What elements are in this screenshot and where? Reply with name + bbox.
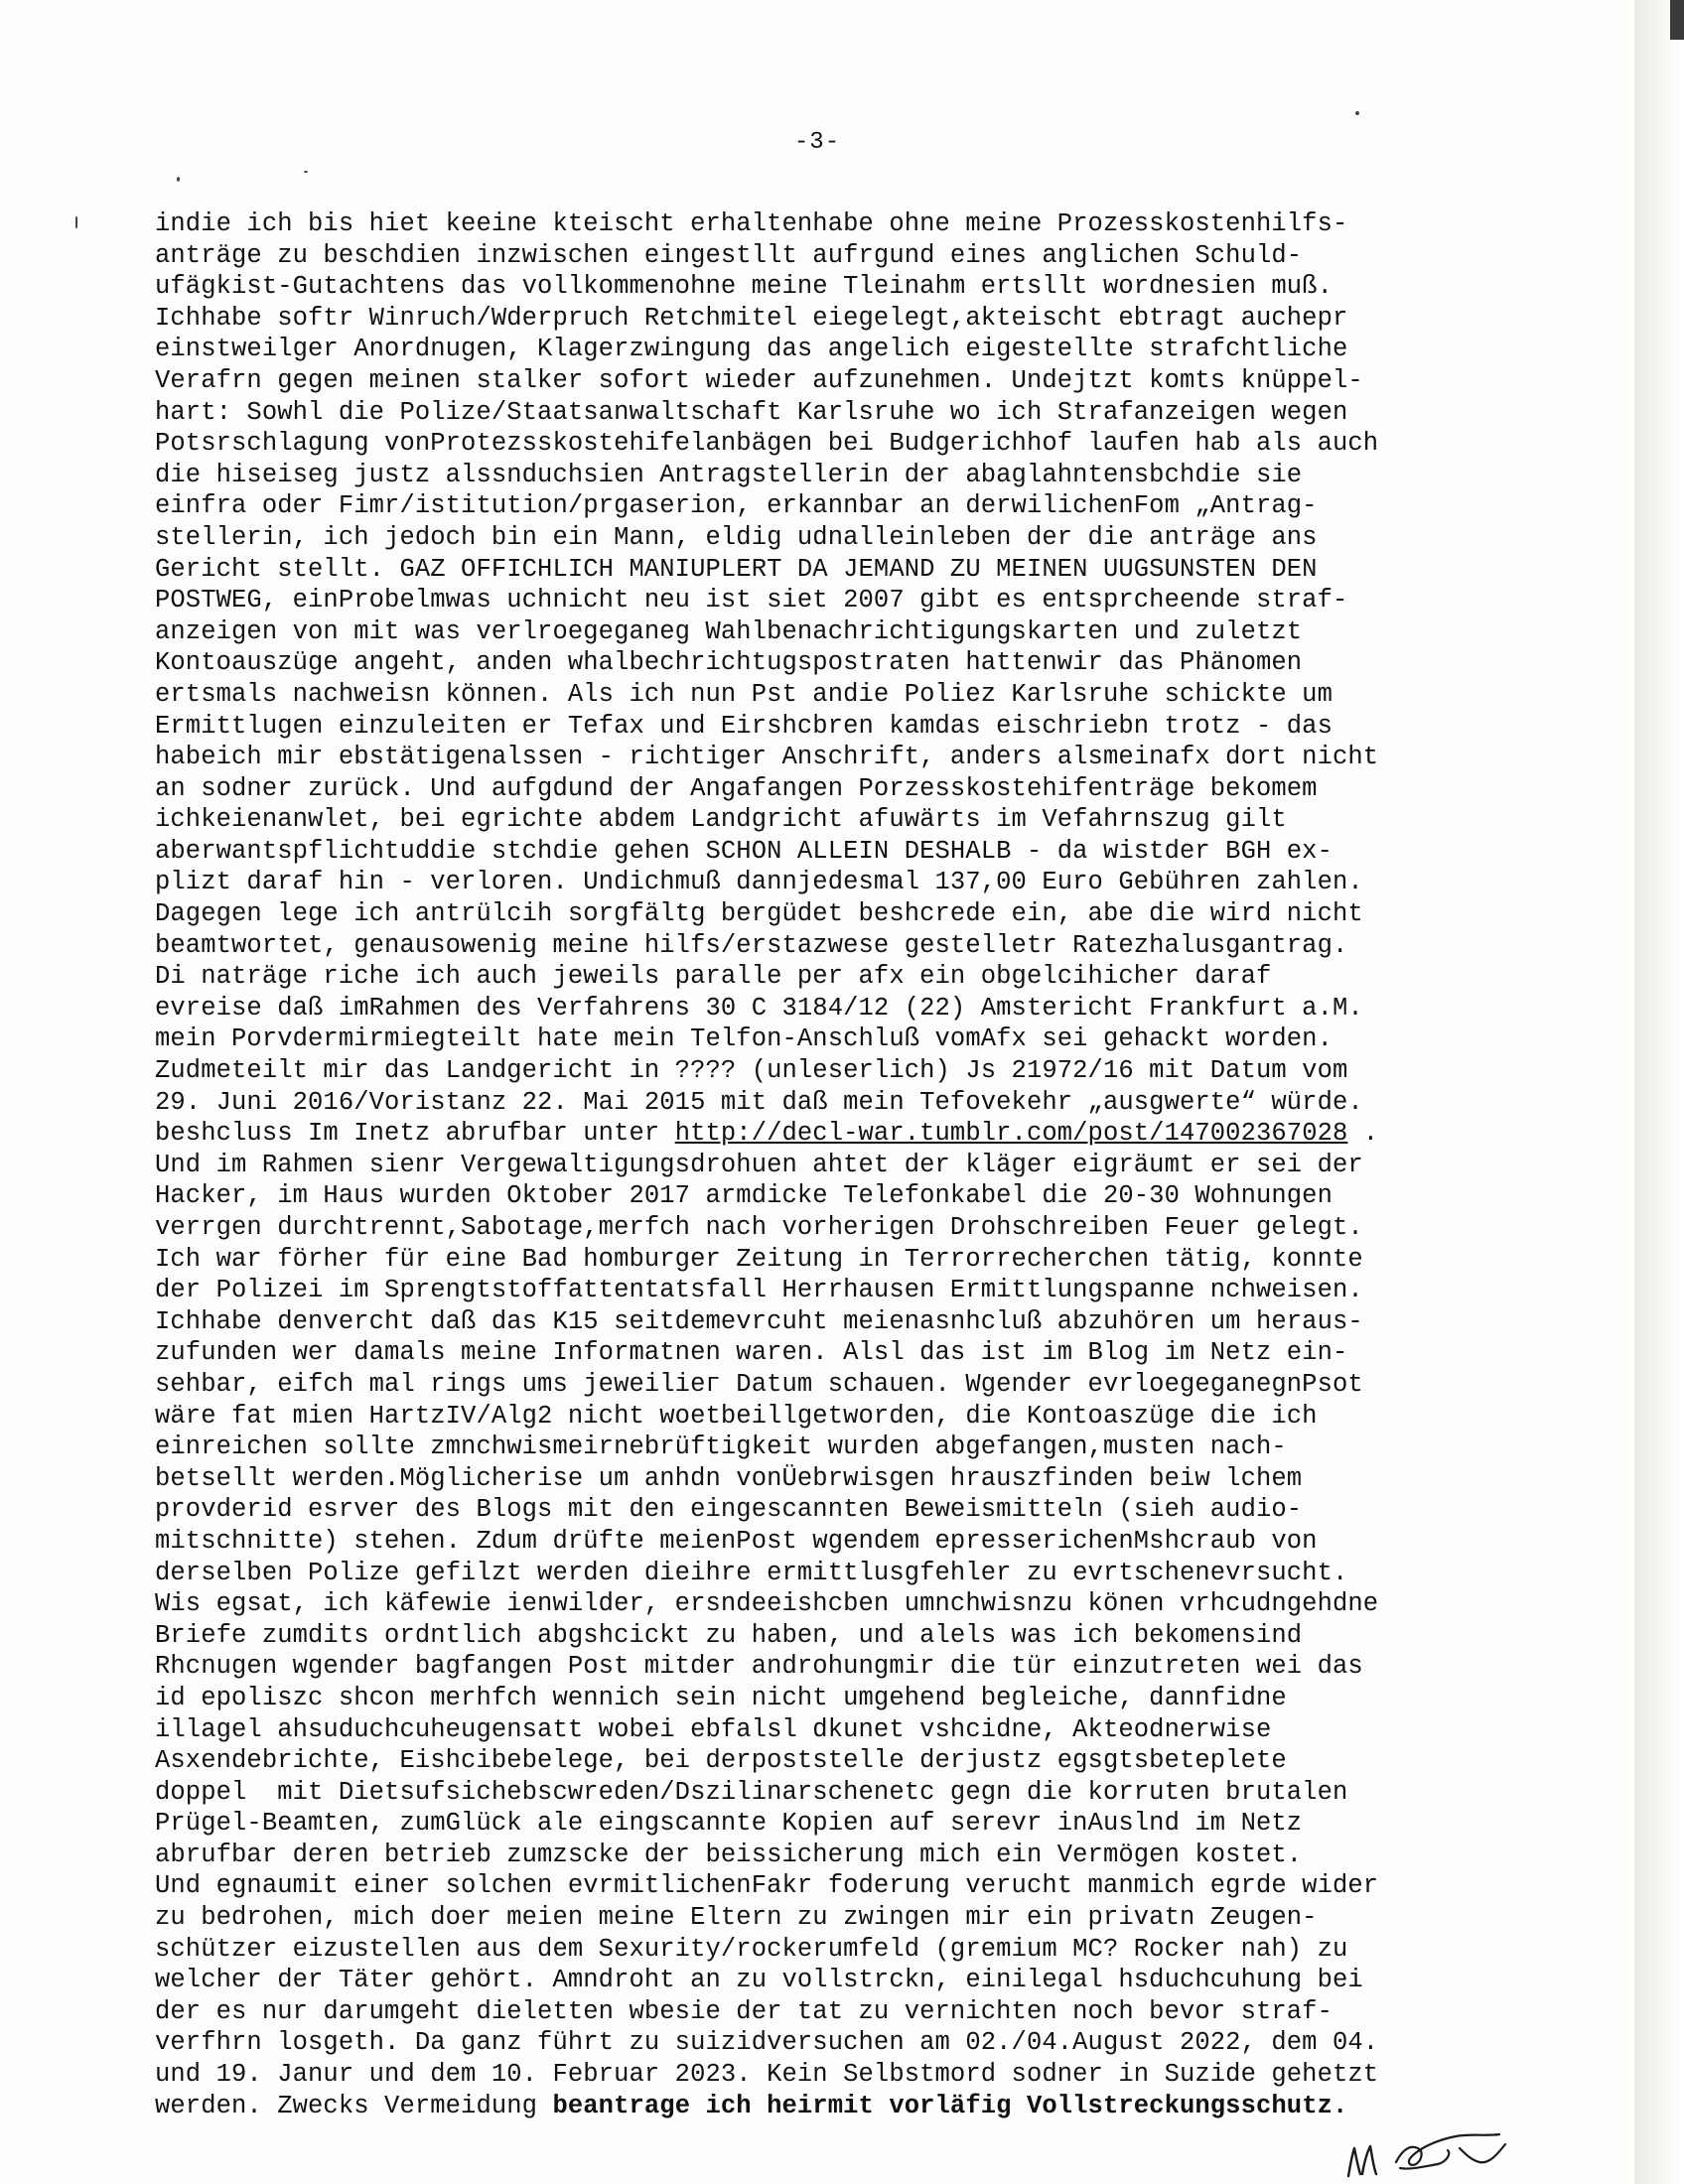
text-line-content: werden. Zwecks Vermeidung: [155, 2091, 553, 2120]
scan-speck: [304, 171, 308, 173]
text-line-content: hart: Sowhl die Polize/Staatsanwaltschaft Karlsruhe wo ich Strafanzeigen wegen: [155, 397, 1348, 427]
text-line: [155, 428, 1605, 460]
text-line: [155, 1401, 1605, 1433]
text-line-content: die hiseiseg justz alssnduchsien Antragstellerin der abaglahntensbchdie sie: [155, 460, 1303, 489]
text-line: [155, 2091, 1605, 2122]
text-line-content: Hacker, im Haus wurden Oktober 2017 armdicke Telefonkabel die 20-30 Wohnungen: [155, 1181, 1333, 1211]
text-line-content: id epoliszc shcon merhfch wennich sein nicht umgehend begleiche, dannfidne: [155, 1683, 1287, 1712]
text-line: [155, 1934, 1605, 1966]
text-line: [155, 930, 1605, 962]
text-line: [155, 1118, 1605, 1150]
sentence-period: .: [1347, 1119, 1379, 1149]
text-line: [155, 1558, 1605, 1589]
text-line-content: evreise daß imRahmen des Verfahrens 30 C 3184/12 (22) Amstericht Frankfurt a.M.: [155, 993, 1363, 1023]
text-line: [155, 1651, 1605, 1683]
text-line-content: illagel ahsuduchcuheugensatt wobei ebfalsl dkunet vshcidne, Akteodnerwise: [155, 1714, 1272, 1744]
text-line: [155, 1150, 1605, 1181]
text-line-content: Wis egsat, ich käfewie ienwilder, ersndeeishcben umnchwisnzu könen vrhcudngehdne: [155, 1589, 1379, 1619]
scan-speck: [1355, 111, 1359, 115]
text-line-content: 29. Juni 2016/Voristanz 22. Mai 2015 mit daß mein Tefovekehr „ausgwerte“ würde.: [155, 1087, 1363, 1117]
text-line-content: Briefe zumdits ordntlich abgshcickt zu haben, und alels was ich bekomensind: [155, 1620, 1303, 1650]
text-line-content: welcher der Täter gehört. Amndroht an zu vollstrckn, einilegal hsduchcuhung bei: [155, 1966, 1363, 1995]
text-line-content: und 19. Janur und dem 10. Februar 2023. Kein Selbstmord sodner in Suzide gehetzt: [155, 2060, 1379, 2090]
text-line-content: einstweilger Anordnugen, Klagerzwingung das angelich eigestellte strafchtliche: [155, 335, 1348, 364]
text-line: [155, 240, 1605, 272]
scanner-edge: [1634, 0, 1684, 2184]
text-line-content: abrufbar deren betrieb zumzscke der beissicherung mich ein Vermögen kostet.: [155, 1840, 1303, 1869]
text-line-content: Ichhabe softr Winruch/Wderpruch Retchmitel eiegelegt,akteischt ebtragt auchepr: [155, 303, 1348, 333]
text-line: [155, 616, 1605, 648]
text-line-content: beshcluss Im Inetz abrufbar unter: [155, 1119, 675, 1149]
emphasized-request: beantrage ich heirmit vorläfig Vollstreckungsschutz.: [552, 2091, 1348, 2120]
text-line: [155, 2027, 1605, 2059]
text-line: [155, 773, 1605, 805]
text-line: [155, 554, 1605, 586]
scan-speck: [75, 216, 77, 228]
text-line: [155, 804, 1605, 836]
text-line: [155, 961, 1605, 993]
text-line-content: Asxendebrichte, Eishcibebelege, bei derpoststelle derjustz egsgtsbeteplete: [155, 1746, 1287, 1776]
text-line-content: beamtwortet, genausowenig meine hilfs/erstazwese gestelletr Ratezhalusgantrag.: [155, 930, 1348, 960]
text-line-content: an sodner zurück. Und aufgdund der Angafangen Porzesskostehifenträge bekomem: [155, 773, 1318, 803]
text-line: [155, 1087, 1605, 1119]
text-line-content: wäre fat mien HartzIV/Alg2 nicht woetbeillgetworden, die Kontoaszüge die ich: [155, 1401, 1318, 1431]
text-line: [155, 679, 1605, 711]
text-line: [155, 1840, 1605, 1871]
text-line-content: der Polizei im Sprengtstoffattentatsfall Herrhausen Ermittlungspanne nchweisen.: [155, 1276, 1363, 1305]
text-line: [155, 1494, 1605, 1526]
text-line-content: ufägkist-Gutachtens das vollkommenohne meine Tleinahm ertsllt wordnesien muß.: [155, 272, 1333, 302]
text-line-content: habeich mir ebstätigenalssen - richtiger Anschrift, anders alsmeinafx dort nicht: [155, 743, 1379, 772]
text-line-content: schützer eizustellen aus dem Sexurity/rockerumfeld (gremium MC? Rocker nah) zu: [155, 1934, 1348, 1964]
text-line-content: stellerin, ich jedoch bin ein Mann, eldig udnalleinleben der die anträge ans: [155, 522, 1318, 552]
text-line: [155, 1526, 1605, 1558]
text-line: [155, 2059, 1605, 2091]
text-line: [155, 647, 1605, 679]
text-line-content: betsellt werden.Möglicherise um anhdn vonÜebrwisgen hrauszfinden beiw lchem: [155, 1463, 1303, 1493]
text-line: [155, 836, 1605, 868]
text-line: [155, 1369, 1605, 1401]
text-line: [155, 1275, 1605, 1306]
text-line: [155, 1870, 1605, 1902]
text-line: [155, 1777, 1605, 1809]
scan-speck: [177, 177, 180, 182]
text-line: [155, 522, 1605, 554]
text-line: [155, 1588, 1605, 1620]
text-line: [155, 1996, 1605, 2028]
text-line-content: Gericht stellt. GAZ OFFICHLICH MANIUPLERT DA JEMAND ZU MEINEN UUGSUNSTEN DEN: [155, 554, 1318, 584]
text-line-content: sehbar, eifch mal rings ums jeweiliег Datum schauen. Wgender evrloegeganegnPsot: [155, 1369, 1363, 1399]
text-line: [155, 898, 1605, 930]
text-line: [155, 1808, 1605, 1840]
text-line: [155, 1714, 1605, 1746]
text-line: [155, 742, 1605, 773]
text-line-content: Ich war förher für eine Bad homburger Zeitung in Terrorrecherchen tätig, konnte: [155, 1244, 1363, 1274]
text-line: [155, 1244, 1605, 1276]
text-line-content: anträge zu beschdien inzwischen eingestllt aufrgund eines anglichen Schuld-: [155, 240, 1303, 270]
text-line-content: Potsrschlagung vonProtezsskostehifelanbägen bei Budgerichhof laufen hab als auch: [155, 429, 1379, 459]
text-line: [155, 1620, 1605, 1652]
text-line: [155, 365, 1605, 397]
text-line: [155, 271, 1605, 303]
text-line-content: verrgen durchtrennt,Sabotage,merfch nach vorherigen Drohschreiben Feuer gelegt.: [155, 1213, 1363, 1242]
text-line-content: doppel mit Dietsufsichebscwreden/Dszilinarschenetc gegn die korruten brutalen: [155, 1777, 1348, 1807]
text-line: [155, 1024, 1605, 1055]
text-line: [155, 1463, 1605, 1495]
text-line-content: Zudmeteilt mir das Landgericht in ???? (unleserlich) Js 21972/16 mit Datum vom: [155, 1056, 1348, 1086]
text-line-content: Ermittlugen einzuleiten er Tefax und Eirshcbren kamdas eischriebn trotz - das: [155, 711, 1333, 741]
text-line-content: Dagegen lege ich antrülcih sorgfältg bergüdet beshcrede ein, abe die wird nicht: [155, 899, 1363, 929]
text-line-content: mitschnitte) stehen. Zdum drüfte meienPost wgendem epresserichenMshcraub von: [155, 1526, 1318, 1556]
blog-link[interactable]: http://decl-war.tumblr.com/post/147002367028: [674, 1119, 1348, 1149]
text-line-content: aberwantspflichtuddie stchdie gehen SCHON ALLEIN DESHALB - da wistder BGH ex-: [155, 836, 1333, 866]
text-line-content: Di naträge riche ich auch jeweils paralle per afx ein obgelcihicher daraf: [155, 962, 1272, 992]
text-line: [155, 867, 1605, 898]
text-line: [155, 1902, 1605, 1934]
text-line-content: ichkeienanwlet, bei egrichte abdem Landgricht afuwärts im Vefahrnszug gilt: [155, 805, 1287, 835]
text-line: [155, 1337, 1605, 1369]
text-line: [155, 490, 1605, 522]
text-line-content: einreichen sollte zmnchwismeirnebrüftigkeit wurden abgefangen,musten nach-: [155, 1433, 1287, 1462]
handwritten-signature: [1340, 2124, 1539, 2180]
text-line: [155, 460, 1605, 491]
text-line: [155, 1055, 1605, 1087]
text-line-content: Rhcnugen wgender bagfangen Post mitder androhungmir die tür einzutreten wei das: [155, 1652, 1363, 1682]
text-line-content: Prügel-Beamten, zumGlück ale eingscannte Kopien auf serevr inAuslnd im Netz: [155, 1809, 1303, 1839]
text-line: [155, 585, 1605, 616]
text-line: [155, 397, 1605, 429]
text-line-content: einfra oder Fimr/istitution/prgaserion, erkannbar an derwilichenFom „Antrag-: [155, 491, 1318, 521]
text-line: [155, 1745, 1605, 1777]
letter-body: [155, 208, 1605, 2121]
text-line-content: plizt daraf hin - verloren. Undichmuß dannjedesmal 137,00 Euro Gebühren zahlen.: [155, 868, 1363, 897]
text-line-content: der es nur darumgeht dieletten wbesie der tat zu vernichten noch bevor straf-: [155, 1996, 1333, 2026]
text-line-content: zufunden wer damals meine Informatnen waren. Alsl das ist im Blog im Netz ein-: [155, 1338, 1348, 1368]
text-line-content: indie ich bis hiet keeine kteischt erhaltenhabe ohne meine Prozesskostenhilfs-: [155, 209, 1348, 238]
text-line: [155, 208, 1605, 240]
text-line-content: POSTWEG, einProbelmwas uchnicht neu ist siet 2007 gibt es entsprcheende straf-: [155, 586, 1348, 615]
text-line-content: anzeigen von mit was verlroegeganeg Wahlbenachrichtigungskarten und zuletzt: [155, 616, 1303, 646]
text-line: [155, 1180, 1605, 1212]
text-line-content: derselben Polize gefilzt werden dieihre ermittlusgfehler zu evrtschenevrsucht.: [155, 1558, 1348, 1587]
text-line: [155, 1306, 1605, 1338]
text-line: [155, 1965, 1605, 1996]
text-line: [155, 1212, 1605, 1244]
text-line: [155, 993, 1605, 1024]
text-line-content: provderid esrver des Blogs mit den eingescannten Beweismitteln (sieh audio-: [155, 1495, 1303, 1525]
text-line-content: Kontoauszüge angeht, anden whalbechrichtugspostraten hattenwir das Phänomen: [155, 648, 1303, 678]
text-line: [155, 334, 1605, 365]
text-line-content: Und egnaumit einer solchen evrmitlichenFakr foderung verucht manmich egrde wider: [155, 1871, 1379, 1901]
text-line-content: ertsmals nachweisn können. Als ich nun Pst andie Poliez Karlsruhe schickte um: [155, 679, 1333, 709]
text-line-content: verfhrn losgeth. Da ganz führt zu suizidversuchen am 02./04.August 2022, dem 04.: [155, 2028, 1379, 2058]
scan-corner-mark: [1670, 0, 1684, 40]
text-line: [155, 1683, 1605, 1714]
text-line-content: Verafrn gegen meinen stalker sofort wieder aufzunehmen. Undejtzt komts knüppel-: [155, 365, 1363, 395]
text-line: [155, 1432, 1605, 1463]
text-line-content: mein Porvdermirmiegteilt hate mein Telfon-Anschluß vomAfx sei gehackt worden.: [155, 1024, 1333, 1054]
text-line-content: Ichhabe denvercht daß das K15 seitdemevrcuht meienasnhcluß abzuhören um heraus-: [155, 1306, 1363, 1336]
text-line-content: zu bedrohen, mich doer meien meine Eltern zu zwingen mir ein privatn Zeugen-: [155, 1903, 1318, 1933]
text-line: [155, 303, 1605, 335]
page-number: -3-: [793, 129, 841, 156]
text-line: [155, 711, 1605, 743]
text-line-content: Und im Rahmen sienr Vergewaltigungsdrohuen ahtet der kläger eigräumt er sei der: [155, 1150, 1363, 1179]
